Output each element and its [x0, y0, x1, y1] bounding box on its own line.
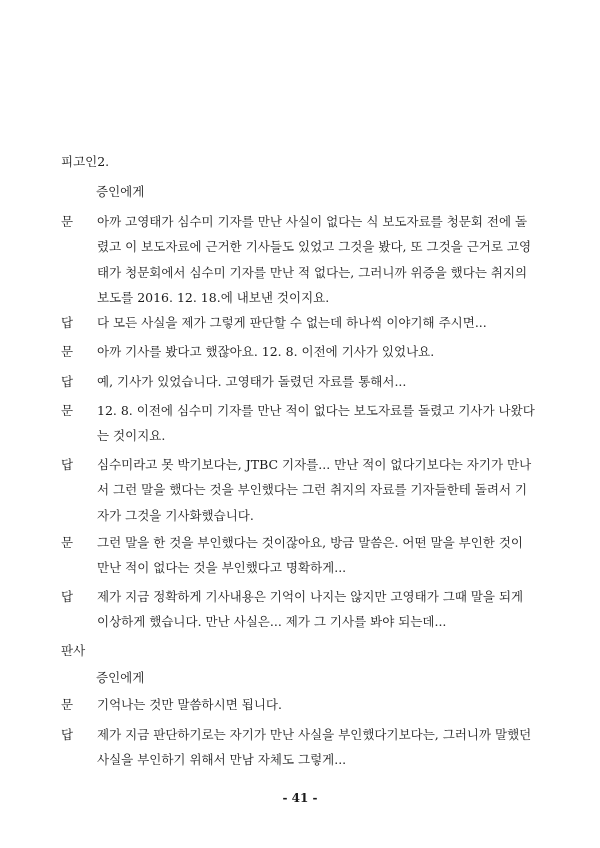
text-line: 아까 고영태가 심수미 기자를 만난 사실이 없다는 식 보도자료를 청문회 전에 돌 — [97, 214, 528, 229]
answer-marker: 답 — [61, 315, 74, 330]
text-line: 사실을 부인하기 위해서 만남 자체도 그렇게... — [97, 752, 347, 767]
text-line: 제가 지금 정확하게 기사내용은 기억이 나지는 않지만 고영태가 그때 말을 되게 — [97, 589, 524, 604]
text-line: 태가 청문회에서 심수미 기자를 만난 적 없다는, 그러니까 위증을 했다는 취지의 — [97, 265, 528, 280]
page-number: - 41 - — [282, 791, 318, 805]
text-line: 12. 8. 이전에 심수미 기자를 만난 적이 없다는 보도자료를 돌렸고 기사가 나왔다 — [97, 403, 535, 418]
answer-marker: 답 — [61, 589, 74, 604]
speaker-label: 판사 — [61, 643, 86, 658]
text-line: 자가 그것을 기사화했습니다. — [97, 508, 254, 523]
text-line: 예, 기사가 있었습니다. 고영태가 돌렸던 자료를 통해서... — [97, 374, 407, 389]
text-line: 만난 적이 없다는 것을 부인했다고 명확하게... — [97, 560, 347, 575]
question-marker: 문 — [61, 344, 74, 359]
text-line: 제가 지금 판단하기로는 자기가 만난 사실을 부인했다기보다는, 그러니까 말했던 — [97, 727, 532, 742]
text-line: 는 것이지요. — [97, 428, 166, 443]
text-line: 렸고 이 보도자료에 근거한 기사들도 있었고 그것을 봤다, 또 그것을 근거로 고영 — [97, 239, 532, 254]
text-line: 기억나는 것만 말씀하시면 됩니다. — [97, 697, 282, 712]
text-line: 이상하게 했습니다. 만난 사실은... 제가 그 기사를 봐야 되는데... — [97, 614, 447, 629]
text-line: 심수미라고 못 박기보다는, JTBC 기자를... 만난 적이 없다기보다는 자기가 만나 — [97, 457, 532, 472]
answer-marker: 답 — [61, 374, 74, 389]
question-marker: 문 — [61, 403, 74, 418]
text-line: 그런 말을 한 것을 부인했다는 것이잖아요, 방금 말씀은. 어떤 말을 부인한 것이 — [97, 535, 523, 550]
question-marker: 문 — [61, 535, 74, 550]
question-marker: 문 — [61, 697, 74, 712]
text-line: 아까 기사를 봤다고 했잖아요. 12. 8. 이전에 기사가 있었나요. — [97, 344, 435, 359]
text-line: 다 모든 사실을 제가 그렇게 판단할 수 없는데 하나씩 이야기해 주시면... — [97, 315, 487, 330]
speaker-label: 피고인2. — [61, 154, 110, 169]
answer-marker: 답 — [61, 457, 74, 472]
question-marker: 문 — [61, 214, 74, 229]
addressee-label: 증인에게 — [96, 670, 145, 685]
text-line: 보도를 2016. 12. 18.에 내보낸 것이지요. — [97, 290, 330, 305]
addressee-label: 증인에게 — [96, 184, 145, 199]
answer-marker: 답 — [61, 727, 74, 742]
text-line: 서 그런 말을 했다는 것을 부인했다는 그런 취지의 자료를 기자들한테 돌려서 기 — [97, 482, 528, 497]
